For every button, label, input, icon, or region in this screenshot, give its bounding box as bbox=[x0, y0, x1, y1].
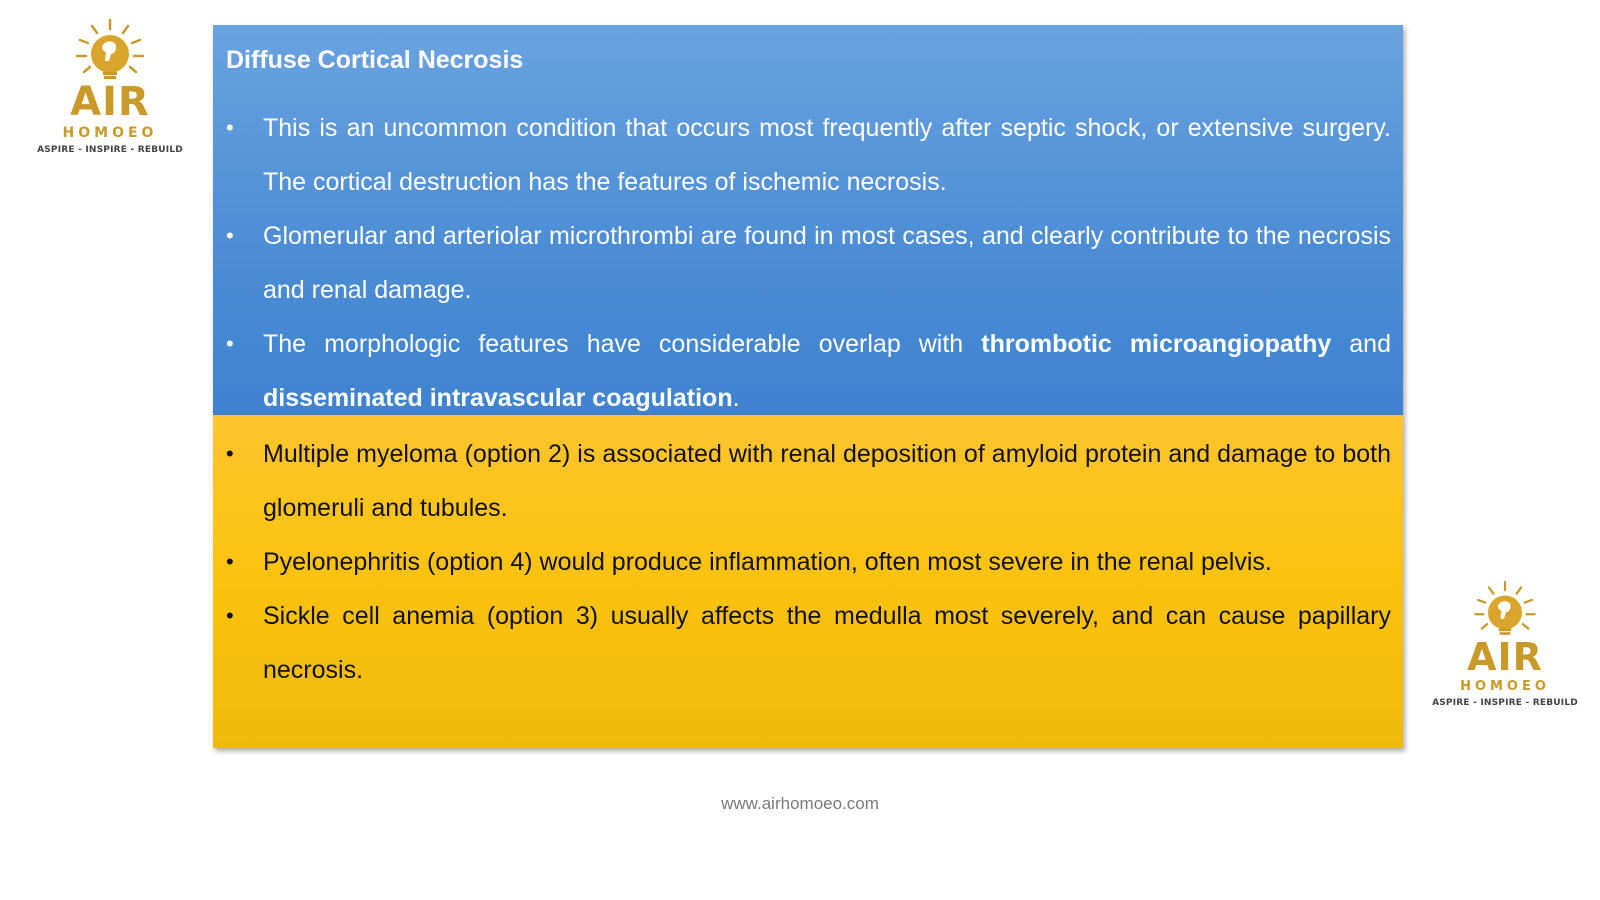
logo-name: AIR bbox=[1467, 635, 1543, 679]
yellow-content-panel bbox=[213, 415, 1403, 748]
slide-title: Diffuse Cortical Necrosis bbox=[226, 46, 524, 74]
yellow-bullet-list bbox=[213, 427, 1391, 697]
bullet-text: . bbox=[732, 384, 740, 412]
bulb-icon bbox=[62, 16, 158, 82]
bullet-item: • Pyelonephritis (option 4) would produce inflammation, often most severe in the renal pelvis. bbox=[213, 535, 1391, 589]
bullet-item: • This is an uncommon condition that occurs most frequently after septic shock, or extensive surgery. The cortical destruction has the features of ischemic necrosis. bbox=[213, 101, 1391, 209]
bold-term: disseminated intravascular coagulation bbox=[263, 384, 733, 412]
bullet-item: • Sickle cell anemia (option 3) usually affects the medulla most severely, and can cause papillary necrosis. bbox=[213, 589, 1391, 697]
bold-term: thrombotic microangiopathy bbox=[981, 330, 1332, 358]
logo-tagline: ASPIRE - INSPIRE - REBUILD bbox=[1432, 698, 1578, 708]
bullet-text: and bbox=[1331, 330, 1391, 358]
logo-tagline: ASPIRE - INSPIRE - REBUILD bbox=[37, 145, 183, 155]
bullet-text: The morphologic features have considerable overlap with bbox=[263, 330, 982, 358]
blue-bullet-list bbox=[213, 101, 1391, 425]
blue-content-panel bbox=[213, 25, 1403, 415]
bullet-item: • Multiple myeloma (option 2) is associated with renal deposition of amyloid protein and damage to both glomeruli and tubules. bbox=[213, 427, 1391, 535]
logo-top-left bbox=[37, 16, 183, 155]
bullet-item: • Glomerular and arteriolar microthrombi are found in most cases, and clearly contribute to the necrosis and renal damage. bbox=[213, 209, 1391, 317]
bullet-item bbox=[213, 317, 1391, 425]
bulb-icon bbox=[1462, 578, 1548, 638]
logo-name: AIR bbox=[70, 79, 150, 125]
footer-url: www.airhomoeo.com bbox=[721, 794, 879, 813]
logo-bottom-right bbox=[1432, 578, 1578, 708]
logo-subtitle: HOMOEO bbox=[62, 125, 158, 141]
logo-subtitle: HOMOEO bbox=[1460, 679, 1550, 694]
